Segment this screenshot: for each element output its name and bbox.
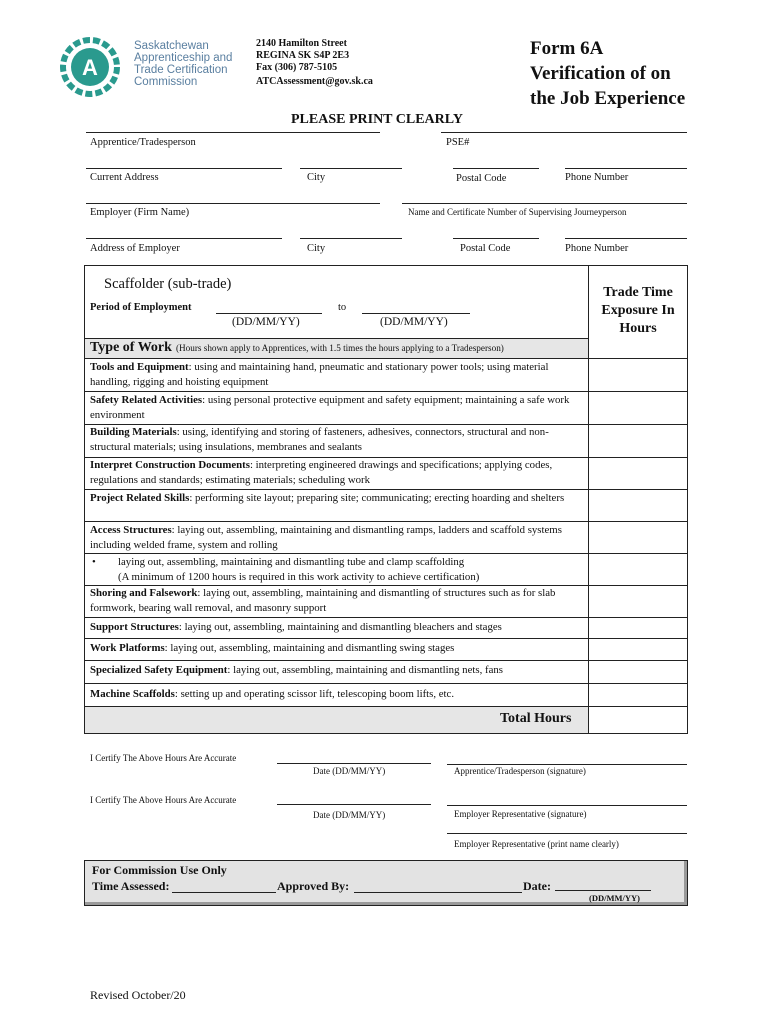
commission-use-title: For Commission Use Only xyxy=(92,863,227,877)
apprentice-date-label: Date (DD/MM/YY) xyxy=(313,766,386,776)
row-description: : using, identifying and storing of fasteners, adhesives, connectors, structural and non-structural materials; using insulations, membranes and sealants xyxy=(90,426,549,453)
period-start-format: (DD/MM/YY) xyxy=(232,316,300,328)
work-row-tools xyxy=(90,360,584,390)
total-hours-input[interactable] xyxy=(589,707,686,733)
hours-input-shoring[interactable] xyxy=(589,586,686,617)
row-description: : laying out, assembling, maintaining and dismantling nets, fans xyxy=(227,664,503,676)
journeyperson-input-line[interactable] xyxy=(402,203,687,204)
work-row-safety xyxy=(90,393,584,423)
work-row-work-platforms xyxy=(90,641,584,656)
apprentice-signature-line[interactable] xyxy=(447,764,687,765)
logo-line-4: Commission xyxy=(134,76,198,88)
period-end-input[interactable] xyxy=(362,313,470,314)
print-clearly-instruction: PLEASE PRINT CLEARLY xyxy=(291,112,463,127)
apprentice-signature-label: Apprentice/Tradesperson (signature) xyxy=(454,766,586,776)
work-row-shoring xyxy=(90,586,584,616)
row-title: Safety Related Activities xyxy=(90,394,203,406)
postal-code-label: Postal Code xyxy=(456,173,507,184)
bullet-icon: • xyxy=(92,556,96,568)
revision-note: Revised October/20 xyxy=(90,988,186,1002)
row-title: Support Structures xyxy=(90,621,179,633)
form-title-line-2: Verification of on xyxy=(530,63,671,84)
form-title-line-3: the Job Experience xyxy=(530,88,686,109)
employer-address-label: Address of Employer xyxy=(90,243,180,254)
employer-print-name-line[interactable] xyxy=(447,833,687,834)
apprentice-date-input-line[interactable] xyxy=(277,763,431,764)
period-end-format: (DD/MM/YY) xyxy=(380,316,448,328)
work-row-tube-clamp xyxy=(90,555,584,585)
approved-by-input[interactable] xyxy=(354,892,522,893)
form-title xyxy=(530,36,685,111)
address-city: REGINA SK S4P 2E3 xyxy=(256,50,350,61)
employer-phone-label: Phone Number xyxy=(565,243,629,254)
time-assessed-input[interactable] xyxy=(172,892,276,893)
row-description: : setting up and operating scissor lift, telescoping boom lifts, etc. xyxy=(174,688,455,700)
row-description: : performing site layout; preparing site; communicating; erecting hoarding and shelters xyxy=(189,492,565,504)
row-description: : laying out, assembling, maintaining and dismantling of structures such as for slab formwork, bearing wall removal, and masonry support xyxy=(90,587,556,614)
employer-date-input-line[interactable] xyxy=(277,804,431,805)
atc-logo-icon xyxy=(58,36,124,98)
hours-input-specialized-safety[interactable] xyxy=(589,661,686,683)
row-title: Shoring and Falsework xyxy=(90,587,198,599)
hours-input-construction-documents[interactable] xyxy=(589,458,686,489)
city-input-line[interactable] xyxy=(300,168,402,169)
row-title: Project Related Skills xyxy=(90,492,190,504)
row-title: Specialized Safety Equipment xyxy=(90,664,228,676)
employer-print-name-label: Employer Representative (print name clearly) xyxy=(454,839,619,849)
hours-input-safety[interactable] xyxy=(589,392,686,424)
current-address-label: Current Address xyxy=(90,172,159,183)
type-of-work-label: Type of Work xyxy=(90,340,172,355)
employer-label: Employer (Firm Name) xyxy=(90,207,190,218)
period-to-label: to xyxy=(338,302,347,313)
row-title: Building Materials xyxy=(90,426,177,438)
row-title: Tools and Equipment xyxy=(90,361,189,373)
period-of-employment-label: Period of Employment xyxy=(90,302,192,313)
trade-time-exposure-header: Trade Time Exposure In Hours xyxy=(601,285,675,336)
row-title: Access Structures xyxy=(90,524,172,536)
logo-line-2: Apprenticeship and xyxy=(134,52,233,64)
pse-label: PSE# xyxy=(446,137,470,148)
time-assessed-label: Time Assessed: xyxy=(92,879,170,893)
employer-city-label: City xyxy=(307,243,326,254)
row-title: Interpret Construction Documents xyxy=(90,459,250,471)
row-description: : laying out, assembling, maintaining and dismantling swing stages xyxy=(164,642,455,654)
logo-letter: A xyxy=(82,55,98,80)
commission-logo xyxy=(58,36,248,98)
apprentice-label: Apprentice/Tradesperson xyxy=(90,137,196,148)
apprentice-input-line[interactable] xyxy=(86,132,380,133)
employer-address-input-line[interactable] xyxy=(86,238,282,239)
hours-input-work-platforms[interactable] xyxy=(589,639,686,660)
employer-phone-input-line[interactable] xyxy=(565,238,687,239)
logo-line-1: Saskatchewan xyxy=(134,40,209,52)
work-row-support-structures xyxy=(90,620,584,635)
city-label: City xyxy=(307,172,326,183)
commission-date-label: Date: xyxy=(523,879,551,893)
work-row-project-skills xyxy=(90,491,584,506)
address-fax: Fax (306) 787-5105 xyxy=(256,62,338,73)
row-description: : using personal protective equipment and safety equipment; maintaining a safe work environment xyxy=(90,394,570,421)
period-start-input[interactable] xyxy=(216,313,322,314)
employer-city-input-line[interactable] xyxy=(300,238,402,239)
certify-statement-apprentice: I Certify The Above Hours Are Accurate xyxy=(90,753,237,763)
hours-input-tube-clamp[interactable] xyxy=(589,554,686,585)
row-description: : laying out, assembling, maintaining and dismantling bleachers and stages xyxy=(178,621,502,633)
journeyperson-label: Name and Certificate Number of Supervising Journeyperson xyxy=(408,207,627,217)
form-title-line-1: Form 6A xyxy=(530,38,604,59)
work-row-building-materials xyxy=(90,425,584,455)
work-row-construction-documents xyxy=(90,458,584,488)
address-street: 2140 Hamilton Street xyxy=(256,38,347,49)
approved-by-label: Approved By: xyxy=(277,879,350,893)
employer-signature-label: Employer Representative (signature) xyxy=(454,809,587,819)
row-description: : laying out, assembling, maintaining and dismantling ramps, ladders and scaffold systems including welded frame, system and rolling xyxy=(90,524,562,551)
phone-number-label: Phone Number xyxy=(565,172,629,183)
logo-line-3: Trade Certification xyxy=(134,64,228,76)
employer-date-label: Date (DD/MM/YY) xyxy=(313,810,386,820)
phone-number-input-line[interactable] xyxy=(565,168,687,169)
hours-input-tools[interactable] xyxy=(589,359,686,391)
hours-input-building-materials[interactable] xyxy=(589,425,686,457)
row-title: Work Platforms xyxy=(90,642,165,654)
hours-input-access-structures[interactable] xyxy=(589,522,686,553)
employer-postal-input-line[interactable] xyxy=(453,238,539,239)
employer-signature-line[interactable] xyxy=(447,805,687,806)
commission-date-input[interactable] xyxy=(555,890,651,891)
employer-input-line[interactable] xyxy=(86,203,380,204)
commission-address xyxy=(256,38,373,88)
commission-date-format: (DD/MM/YY) xyxy=(589,893,640,903)
type-of-work-note: (Hours shown apply to Apprentices, with 1.5 times the hours applying to a Tradesperson) xyxy=(175,343,504,353)
postal-code-input-line[interactable] xyxy=(453,168,539,169)
employer-postal-label: Postal Code xyxy=(460,243,511,254)
work-row-specialized-safety xyxy=(90,663,584,678)
row-description: : using and maintaining hand, pneumatic and stationary power tools; using material handling, rigging and hoisting equipment xyxy=(90,361,549,388)
certify-statement-employer: I Certify The Above Hours Are Accurate xyxy=(90,795,237,805)
address-email: ATCAssessment@gov.sk.ca xyxy=(256,76,373,87)
work-row-machine-scaffolds xyxy=(90,687,584,702)
row-description: : interpreting engineered drawings and specifications; applying codes, regulations and standards; estimating materials; scheduling work xyxy=(90,459,553,486)
current-address-input-line[interactable] xyxy=(86,168,282,169)
hours-input-project-skills[interactable] xyxy=(589,490,686,521)
pse-input-line[interactable] xyxy=(441,132,687,133)
row-note: (A minimum of 1200 hours is required in this work activity to achieve certification) xyxy=(118,571,480,583)
work-row-access-structures xyxy=(90,523,584,553)
hours-input-support-structures[interactable] xyxy=(589,618,686,638)
trade-name: Scaffolder (sub-trade) xyxy=(104,276,232,292)
hours-input-machine-scaffolds[interactable] xyxy=(589,684,686,706)
total-hours-label: Total Hours xyxy=(500,711,572,726)
row-bullet-text: laying out, assembling, maintaining and dismantling tube and clamp scaffolding xyxy=(118,556,465,568)
type-of-work-row xyxy=(90,338,504,356)
row-title: Machine Scaffolds xyxy=(90,688,175,700)
